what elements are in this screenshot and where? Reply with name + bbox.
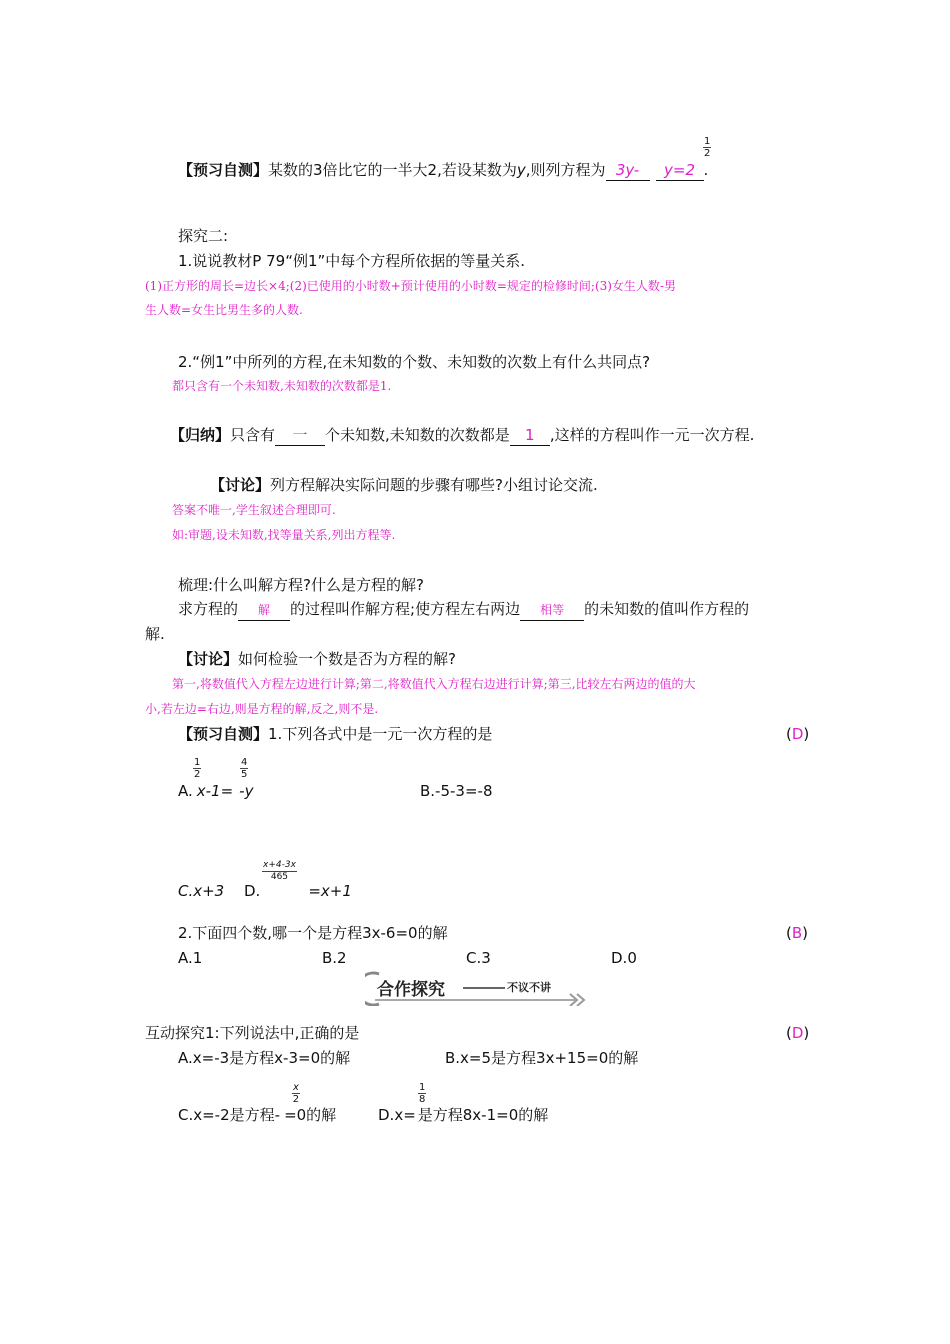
preview2-q1 bbox=[178, 724, 492, 744]
sort-text1: 求方程的 bbox=[178, 600, 239, 618]
preview2-option-c: C.x+3 bbox=[178, 882, 225, 900]
sort-title: 梳理:什么叫解方程?什么是方程的解? bbox=[178, 576, 424, 594]
summary-blank1: 一 bbox=[275, 425, 325, 446]
interactive1-option-c: C.x=-2是方程- =0的解 bbox=[178, 1106, 337, 1124]
preview2-option-d: D. =x+1 bbox=[244, 882, 352, 900]
interactive1-option-d: D.x= 是方程8x-1=0的解 bbox=[378, 1106, 549, 1124]
discuss2-line bbox=[178, 649, 456, 669]
discuss1-answer2: 如:审题,设未知数,找等量关系,列出方程等. bbox=[172, 528, 396, 542]
summary-line bbox=[170, 425, 754, 446]
preview1-text2: ,则列方程为 bbox=[525, 161, 606, 179]
banner-subtitle: 不议不讲 bbox=[507, 981, 551, 994]
discuss1-text: 列方程解决实际问题的步骤有哪些?小组讨论交流. bbox=[270, 476, 598, 494]
preview2-option-d-frac: $\frac{x+4-3x}{465}$ bbox=[263, 860, 296, 882]
summary-text2: 个未知数,未知数的次数都是 bbox=[325, 426, 510, 444]
summary-tag: 【归纳】 bbox=[170, 426, 231, 444]
summary-text1: 只含有 bbox=[230, 426, 276, 444]
preview2-q2-answer: (B) bbox=[786, 924, 809, 942]
preview2-q2: 2.下面四个数,哪一个是方程3x-6=0的解 bbox=[178, 924, 448, 942]
preview2-option-a: A. x-1= -y bbox=[178, 782, 254, 800]
preview1-fraction: $\frac{1}{2}$ bbox=[704, 136, 711, 159]
discuss2-answer-line2: 小,若左边=右边,则是方程的解,反之,则不是. bbox=[145, 702, 379, 716]
sort-line bbox=[178, 599, 749, 621]
interactive1-option-d-frac: $\frac{1}{8}$ bbox=[419, 1082, 426, 1105]
preview1-line bbox=[178, 160, 708, 181]
preview2-q2-option-4: D.0 bbox=[611, 949, 637, 967]
summary-text3: ,这样的方程叫作一元一次方程. bbox=[549, 426, 755, 444]
preview2-q1-text: 1.下列各式中是一元一次方程的是 bbox=[268, 725, 493, 743]
preview2-q2-option-2: B.2 bbox=[322, 949, 347, 967]
banner-title: 合作探究 bbox=[377, 980, 445, 1000]
interactive1-option-b: B.x=5是方程3x+15=0的解 bbox=[445, 1049, 639, 1067]
preview2-option-b: B.-5-3=-8 bbox=[420, 782, 493, 800]
explore2-title: 探究二: bbox=[178, 227, 229, 245]
interactive1-answer: (D) bbox=[786, 1024, 810, 1042]
sort-blank2: 相等 bbox=[520, 600, 584, 621]
preview1-tag: 【预习自测】 bbox=[178, 161, 269, 179]
preview2-option-a-frac1: $\frac{1}{2}$ bbox=[194, 757, 201, 780]
preview1-answer-a: 3y- bbox=[606, 160, 650, 181]
preview1-answer-b: y=2 bbox=[656, 160, 704, 181]
sort-text4: 解. bbox=[145, 625, 165, 643]
discuss2-text: 如何检验一个数是否为方程的解? bbox=[238, 650, 456, 668]
preview1-var: y bbox=[516, 161, 526, 179]
preview2-q2-option-3: C.3 bbox=[466, 949, 491, 967]
summary-blank2: 1 bbox=[510, 425, 550, 446]
interactive1-option-c-frac: $\frac{x}{2}$ bbox=[292, 1082, 300, 1105]
discuss1-answer1: 答案不唯一,学生叙述合理即可. bbox=[172, 503, 336, 517]
explore2-a2: 都只含有一个未知数,未知数的次数都是1. bbox=[172, 379, 392, 393]
preview2-tag: 【预习自测】 bbox=[178, 725, 269, 743]
preview2-option-a-frac2: $\frac{4}{5}$ bbox=[241, 757, 248, 780]
explore2-a1-line1: (1)正方形的周长=边长×4;(2)已使用的小时数+预计使用的小时数=规定的检修时间;(3)女生人数-男 bbox=[145, 279, 676, 293]
discuss1-line bbox=[210, 475, 598, 495]
explore2-a1-line2: 生人数=女生比男生多的人数. bbox=[145, 303, 303, 317]
discuss2-tag: 【讨论】 bbox=[178, 650, 239, 668]
explore2-q2: 2.“例1”中所列的方程,在未知数的个数、未知数的次数上有什么共同点? bbox=[178, 353, 651, 371]
section-banner bbox=[365, 970, 590, 1006]
sort-text3: 的未知数的值叫作方程的 bbox=[584, 600, 750, 618]
preview1-end: . bbox=[703, 161, 709, 179]
discuss1-tag: 【讨论】 bbox=[210, 476, 271, 494]
preview1-text: 某数的3倍比它的一半大2,若设某数为 bbox=[268, 161, 517, 179]
explore2-q1: 1.说说教材P 79“例1”中每个方程所依据的等量关系. bbox=[178, 252, 526, 270]
interactive1-option-a: A.x=-3是方程x-3=0的解 bbox=[178, 1049, 351, 1067]
interactive1-title: 互动探究1:下列说法中,正确的是 bbox=[145, 1024, 360, 1042]
preview2-q2-option-1: A.1 bbox=[178, 949, 203, 967]
sort-blank1: 解 bbox=[238, 600, 290, 621]
sort-text2: 的过程叫作解方程;使方程左右两边 bbox=[290, 600, 521, 618]
discuss2-answer-line1: 第一,将数值代入方程左边进行计算;第二,将数值代入方程右边进行计算;第三,比较左右两边的值的大 bbox=[172, 677, 696, 691]
preview2-q1-answer: (D) bbox=[786, 725, 810, 743]
